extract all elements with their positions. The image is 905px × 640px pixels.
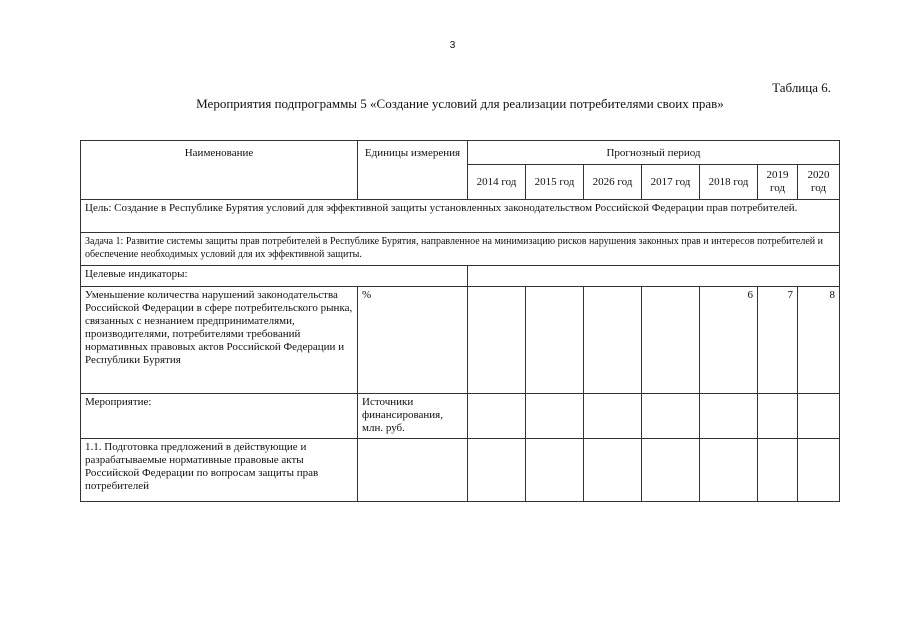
measure-cell [468, 394, 526, 439]
measure-item-cell [468, 439, 526, 502]
measure-cell [642, 394, 700, 439]
indicator-unit: % [358, 287, 468, 394]
measure-item-cell [700, 439, 758, 502]
header-unit: Единицы измерения [358, 141, 468, 200]
indicator-value: 8 [798, 287, 840, 394]
targets-row [81, 266, 840, 287]
indicator-value [584, 287, 642, 394]
measure-item-row [81, 439, 840, 502]
indicator-value [526, 287, 584, 394]
measure-cell [798, 394, 840, 439]
measure-item-name: 1.1. Подготовка предложений в действующие и разрабатываемые нормативные правовые акты Российской Федерации по вопросам защиты прав потребителей [81, 439, 358, 502]
indicator-row [81, 287, 840, 394]
table-caption: Таблица 6. [772, 80, 831, 95]
measure-cell [758, 394, 798, 439]
header-year: 2019 год [758, 165, 798, 200]
goal-text: Цель: Создание в Республике Бурятия условий для эффективной защиты установленных законодательством Российской Федерации прав потребителей. [81, 200, 840, 233]
measure-item-cell [758, 439, 798, 502]
targets-empty [468, 266, 840, 287]
measures-table [80, 140, 840, 502]
targets-label: Целевые индикаторы: [81, 266, 468, 287]
measure-item-unit [358, 439, 468, 502]
task-row [81, 233, 840, 266]
measure-item-cell [526, 439, 584, 502]
indicator-value [642, 287, 700, 394]
header-year: 2018 год [700, 165, 758, 200]
page-number: 3 [449, 40, 456, 51]
header-period: Прогнозный период [468, 141, 840, 165]
header-year: 2017 год [642, 165, 700, 200]
measure-cell [526, 394, 584, 439]
header-row [81, 141, 840, 165]
header-year: 2026 год [584, 165, 642, 200]
indicator-value: 6 [700, 287, 758, 394]
measure-item-cell [798, 439, 840, 502]
measure-row [81, 394, 840, 439]
measure-cell [584, 394, 642, 439]
measure-item-cell [642, 439, 700, 502]
indicator-value: 7 [758, 287, 798, 394]
header-year: 2014 год [468, 165, 526, 200]
table-heading: Мероприятия подпрограммы 5 «Создание условий для реализации потребителями своих прав» [196, 96, 724, 111]
header-name: Наименование [81, 141, 358, 200]
measure-item-cell [584, 439, 642, 502]
header-year: 2015 год [526, 165, 584, 200]
indicator-value [468, 287, 526, 394]
goal-row [81, 200, 840, 233]
header-year: 2020 год [798, 165, 840, 200]
measure-unit: Источники финансирования, млн. руб. [358, 394, 468, 439]
indicator-name: Уменьшение количества нарушений законодательства Российской Федерации в сфере потребительского рынка, связанных с незнанием предпринимателями, производителями, потребителями требований нормативных правовых актов Российской Федерации и Республики Бурятия [81, 287, 358, 394]
task-text: Задача 1: Развитие системы защиты прав потребителей в Республике Бурятия, направленное на минимизацию рисков нарушения законных прав и интересов потребителей и обеспечение необходимых условий для их эффективной защиты. [81, 233, 840, 266]
measure-cell [700, 394, 758, 439]
measure-name: Мероприятие: [81, 394, 358, 439]
